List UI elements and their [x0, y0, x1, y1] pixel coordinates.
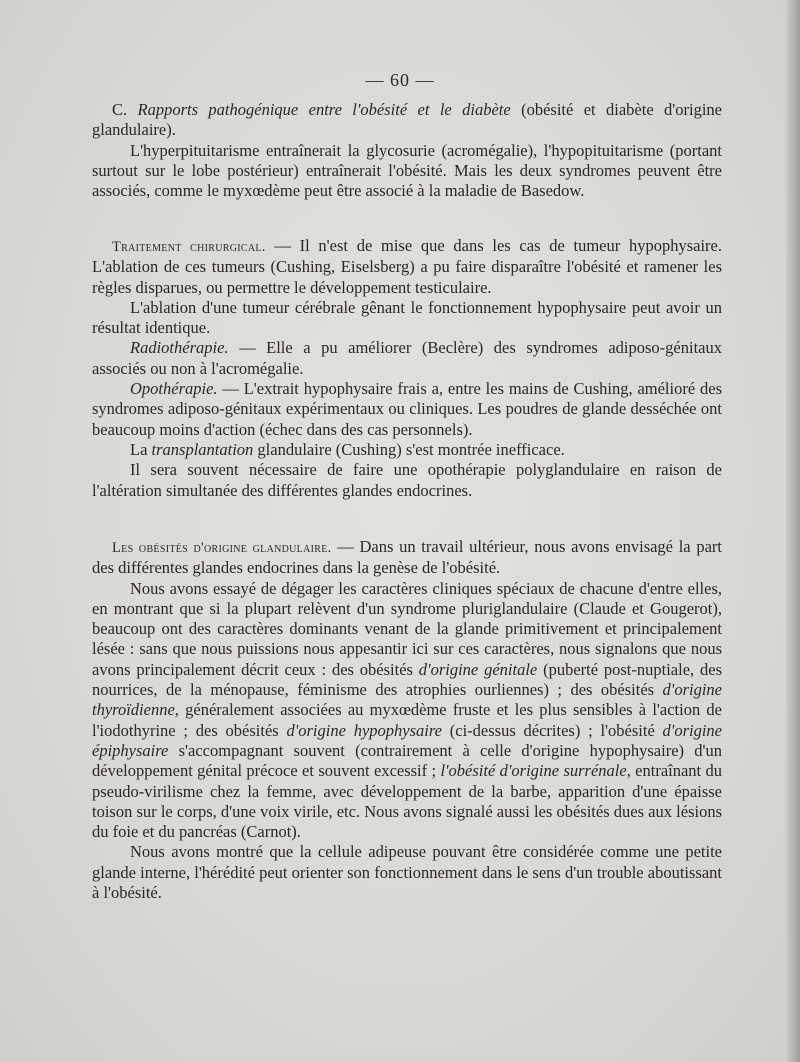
section-c-paragraph: L'hyperpituitarisme entraînerait la glycosurie (acromégalie), l'hypopituitarisme (portant surtout sur le lobe postérieur) entraînerait l'obésité. Mais les deux syndromes peuvent être associés, comme le myxœdème peut être associé à la maladie de Basedow. [92, 140, 722, 201]
traitement-paragraph-2: L'ablation d'une tumeur cérébrale gênant le fonctionnement hypophysaire peut avoir un résultat identique. [92, 297, 722, 338]
obesites-paragraph-3: Nous avons montré que la cellule adipeuse pouvant être considérée comme une petite glande interne, l'hérédité peut orienter son fonctionnement dans le sens d'un trouble aboutissant à l'obésité. [92, 842, 722, 903]
obesites-p2-f: , entraînant du pseudo-virilisme chez la femme, avec développement de la barbe, apparition d'une épaisse toison sur le corps, d'une voix virile, etc. Nous avons signalé aussi les obésités dues aux lésions du foie et du pancréas (Carnot). [92, 761, 722, 842]
radiotherapie-paragraph [92, 338, 722, 379]
obesites-p2-b: (puberté post-nuptiale, des nourrices, de la ménopause, féminisme des atrophies ourliennes) ; des obésités [92, 659, 722, 700]
obesites-p2-a: Nous avons essayé de dégager les caractères cliniques spéciaux de chacune d'entre elles, en montrant que si la plupart relèvent d'un syndrome pluriglandulaire (Claude et Gougerot), beaucoup ont des caractères dominants venant de la glande primitivement et principalement lésée : sans que nous puissions nous appesantir ici sur ces caractères, nous signalons que nous avons principalement décrit ceux : des obésités [92, 578, 722, 679]
obesites-p2-italic-4: d'origine épiphysaire [92, 720, 722, 760]
traitement-paragraph-last: Il sera souvent nécessaire de faire une opothérapie polyglandulaire en raison de l'altération simultanée des différentes glandes endocrines. [92, 460, 722, 500]
section-c-title-italic: Rapports pathogénique entre l'obésité et le diabète [137, 100, 511, 119]
page-edge-shadow [786, 0, 800, 1062]
radiotherapie-text: — Elle a pu améliorer (Beclère) des syndromes adiposo-génitaux associés ou non à l'acromégalie. [92, 338, 722, 378]
traitement-heading: Traitement chirurgical. [112, 239, 266, 255]
page-number: — 60 — [365, 70, 435, 90]
obesites-p2-italic-1: d'origine génitale [418, 659, 538, 679]
section-c-block [92, 100, 722, 201]
opotherapie-text: — L'extrait hypophysaire frais a, entre les mains de Cushing, amélioré des syndromes adiposo-génitaux expérimentaux ou cliniques. Les poudres de glande desséchée ont beaucoup moins d'action (échec dans des cas personnels). [92, 379, 722, 439]
transplantation-italic: transplantation [151, 439, 254, 459]
transplantation-paragraph [92, 440, 722, 460]
traitement-p1-text: — Il n'est de mise que dans les cas de tumeur hypophysaire. L'ablation de ces tumeurs (Cushing, Eiselsberg) a pu faire disparaître l'obésité et ramener les règles disparues, ou permettre le développement testiculaire. [92, 236, 722, 297]
transplantation-pre: La [130, 439, 152, 459]
obesites-p2-italic-5: l'obésité d'origine surrénale [440, 761, 627, 781]
opotherapie-paragraph [92, 379, 722, 440]
obesites-paragraph-1 [92, 537, 722, 579]
transplantation-text: glandulaire (Cushing) s'est montrée inefficace. [253, 439, 565, 459]
traitement-paragraph-1 [92, 236, 722, 298]
obesites-p2-e: s'accompagnant souvent (contrairement à celle d'origine hypophysaire) d'un développement génital précoce et souvent excessif ; [92, 740, 722, 781]
obesites-p2-italic-3: d'origine hypophysaire [286, 720, 442, 740]
obesites-paragraph-2 [92, 579, 722, 843]
section-c-title-rest: (obésité et diabète d'origine glandulaire). [92, 100, 722, 140]
obesites-p2-d: (ci-dessus décrites) ; l'obésité [442, 720, 663, 740]
obesites-p2-italic-2: d'origine thyroïdienne [92, 680, 722, 720]
radiotherapie-label: Radiothérapie. [130, 338, 229, 358]
obesites-block [92, 537, 722, 903]
section-c-label: C. [112, 100, 128, 119]
traitement-block [92, 236, 722, 501]
section-c-title [92, 100, 722, 141]
obesites-p2-c: , généralement associées au myxœdème fruste et les plus sensibles à l'action de l'iodothyrine ; des obésités [92, 700, 722, 740]
opotherapie-label: Opothérapie. [130, 379, 218, 399]
obesites-heading: Les obésités d'origine glandulaire. [112, 540, 332, 556]
obesites-p1-text: — Dans un travail ultérieur, nous avons envisagé la part des différentes glandes endocrines dans la genèse de l'obésité. [92, 537, 722, 578]
